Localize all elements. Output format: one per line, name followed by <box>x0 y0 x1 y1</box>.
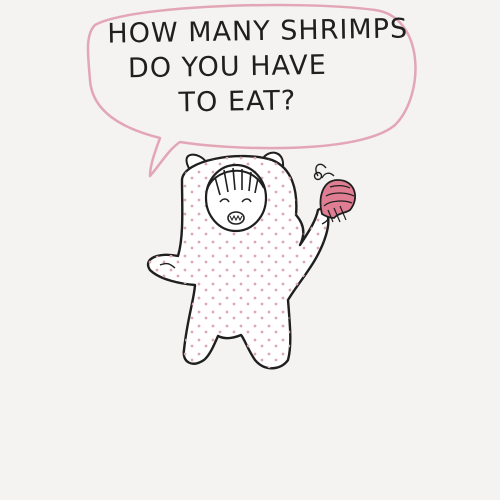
speech-line-3: TO EAT? <box>178 85 297 119</box>
face <box>206 165 266 231</box>
speech-text <box>107 11 409 121</box>
speech-line-1: HOW MANY SHRIMPS <box>107 13 409 50</box>
mouth <box>228 212 244 224</box>
speech-line-2: DO YOU HAVE <box>127 49 328 85</box>
bear-character <box>148 153 328 369</box>
